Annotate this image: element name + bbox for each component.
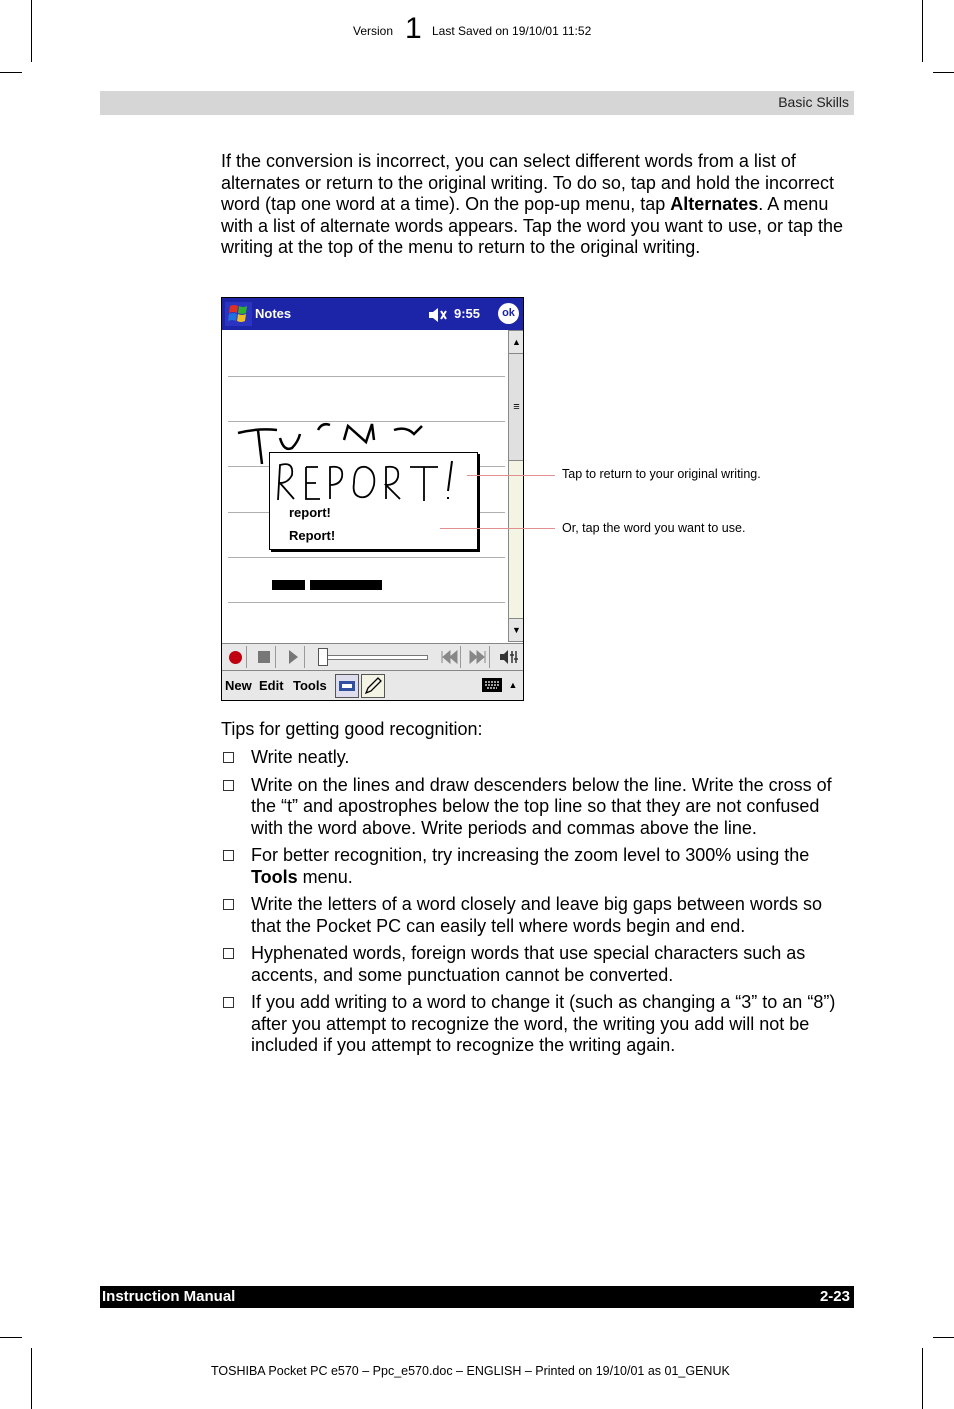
section-header-bar (100, 91, 854, 115)
intro-text-2: . A menu with a list of alternate words appears. Tap the word you want to use, or tap the writing at the top of the menu to return to the original writing. (221, 194, 844, 257)
bullet-square-icon (223, 997, 234, 1008)
crop-mark (922, 0, 923, 62)
callout-original-writing: Tap to return to your original writing. (562, 467, 761, 481)
crop-mark (922, 1348, 923, 1409)
recording-toolbar (222, 643, 523, 671)
list-item: Write on the lines and draw descenders below the line. Write the cross of the “t” and apostrophes below the top line so that they are not confused with the word above. Write periods and commas above the line. (221, 775, 853, 840)
speaker-icon[interactable] (428, 307, 448, 323)
alternate-word-1[interactable]: report! (289, 505, 331, 520)
volume-icon[interactable] (498, 646, 520, 668)
intro-bold-alternates: Alternates (670, 194, 759, 214)
crop-mark (0, 72, 22, 73)
section-title: Basic Skills (778, 94, 849, 110)
menu-edit[interactable]: Edit (259, 678, 284, 693)
skip-back-icon[interactable] (438, 646, 461, 668)
bullet-square-icon (223, 948, 234, 959)
menu-tools[interactable]: Tools (293, 678, 327, 693)
version-label: Version (353, 24, 394, 38)
alternate-word-2[interactable]: Report! (289, 528, 336, 543)
bullet-square-icon (223, 780, 234, 791)
menu-new[interactable]: New (225, 678, 252, 693)
stop-icon[interactable] (253, 646, 276, 668)
original-writing[interactable] (270, 453, 477, 503)
title-bar (222, 298, 523, 330)
bullet-square-icon (223, 752, 234, 763)
crop-mark (933, 1337, 954, 1338)
crop-mark (0, 1337, 22, 1338)
scroll-up-icon[interactable]: ▲ (509, 330, 524, 354)
crop-mark (933, 72, 954, 73)
scroll-down-icon[interactable]: ▼ (509, 618, 524, 642)
scroll-thumb[interactable]: ≡ (509, 354, 524, 461)
windows-start-icon[interactable] (225, 302, 252, 326)
manual-title: Instruction Manual (102, 1288, 236, 1305)
skip-forward-icon[interactable] (467, 646, 490, 668)
callout-line (467, 475, 555, 476)
keyboard-icon[interactable] (481, 676, 503, 694)
play-icon[interactable] (282, 646, 305, 668)
list-item: If you add writing to a word to change it (such as changing a “3” to an “8”) after you attempt to recognize the word, the writing you add will not be included if you attempt to recognize the writing again. (221, 992, 853, 1057)
device-screenshot (221, 297, 524, 701)
list-item: Write the letters of a word closely and leave big gaps between words so that the Pocket PC can easily tell where words begin and end. (221, 894, 853, 937)
intro-paragraph (221, 151, 851, 259)
print-info: TOSHIBA Pocket PC e570 – Ppc_e570.doc – ENGLISH – Printed on 19/10/01 as 01_GENUK (211, 1364, 730, 1378)
callout-line (440, 528, 555, 529)
bullet-square-icon (223, 850, 234, 861)
record-icon[interactable] (224, 646, 247, 668)
recorder-icon[interactable] (335, 674, 359, 698)
tips-list (221, 747, 853, 1063)
position-slider[interactable] (314, 647, 432, 667)
list-item: For better recognition, try increasing the zoom level to 300% using the Tools menu. (221, 845, 853, 888)
crop-mark (31, 1348, 32, 1409)
alternates-popup (269, 452, 478, 550)
pen-icon[interactable] (361, 674, 385, 698)
bullet-square-icon (223, 899, 234, 910)
list-item: Write neatly. (221, 747, 853, 769)
vertical-scrollbar[interactable] (508, 330, 524, 642)
clock[interactable]: 9:55 (454, 306, 481, 321)
page-number: 2-23 (819, 1288, 850, 1305)
command-bar (222, 670, 523, 701)
last-saved: Last Saved on 19/10/01 11:52 (432, 24, 592, 38)
callout-alternate-word: Or, tap the word you want to use. (562, 521, 746, 535)
app-title: Notes (255, 306, 292, 321)
version-number: 1 (405, 12, 422, 45)
input-panel-arrow-icon[interactable]: ▲ (508, 680, 518, 690)
ok-button[interactable]: ok (498, 303, 519, 324)
crop-mark (31, 0, 32, 62)
footer-bar (100, 1286, 854, 1308)
intro-text-1: If the conversion is incorrect, you can select different words from a list of alternates or return to the original writing. To do so, tap and hold the incorrect word (tap one word at a time). On the pop-up menu, tap (221, 151, 835, 214)
list-item: Hyphenated words, foreign words that use special characters such as accents, and some punctuation cannot be converted. (221, 943, 853, 986)
tips-heading: Tips for getting good recognition: (221, 719, 483, 739)
